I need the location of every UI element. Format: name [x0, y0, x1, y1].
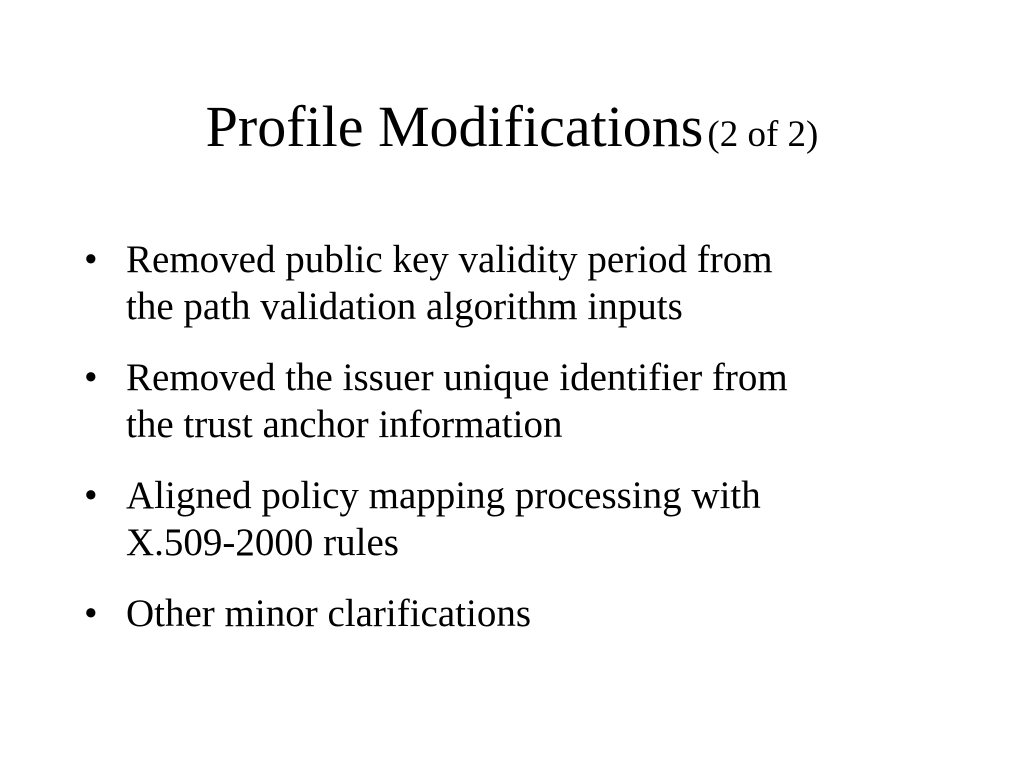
- bullet-text-line: X.509-2000 rules: [126, 521, 399, 564]
- bullet-icon: •: [84, 238, 98, 281]
- slide-title-main: Profile Modifications: [205, 94, 704, 159]
- bullet-item: [84, 590, 944, 637]
- bullet-item: [84, 354, 944, 448]
- bullet-list: [84, 236, 944, 661]
- bullet-text-line: Removed the issuer unique identifier from: [126, 356, 788, 399]
- bullet-icon: •: [84, 592, 98, 635]
- slide-title: [0, 94, 1024, 159]
- bullet-text-line: the path validation algorithm inputs: [126, 285, 683, 328]
- bullet-icon: •: [84, 474, 98, 517]
- bullet-text-line: Other minor clarifications: [126, 592, 532, 635]
- bullet-item: [84, 236, 944, 330]
- bullet-icon: •: [84, 356, 98, 399]
- bullet-text-line: Aligned policy mapping processing with: [126, 474, 761, 517]
- bullet-text-line: the trust anchor information: [126, 403, 563, 446]
- bullet-item: [84, 472, 944, 566]
- bullet-text-line: Removed public key validity period from: [126, 238, 773, 281]
- slide-title-page-indicator: (2 of 2): [707, 114, 819, 155]
